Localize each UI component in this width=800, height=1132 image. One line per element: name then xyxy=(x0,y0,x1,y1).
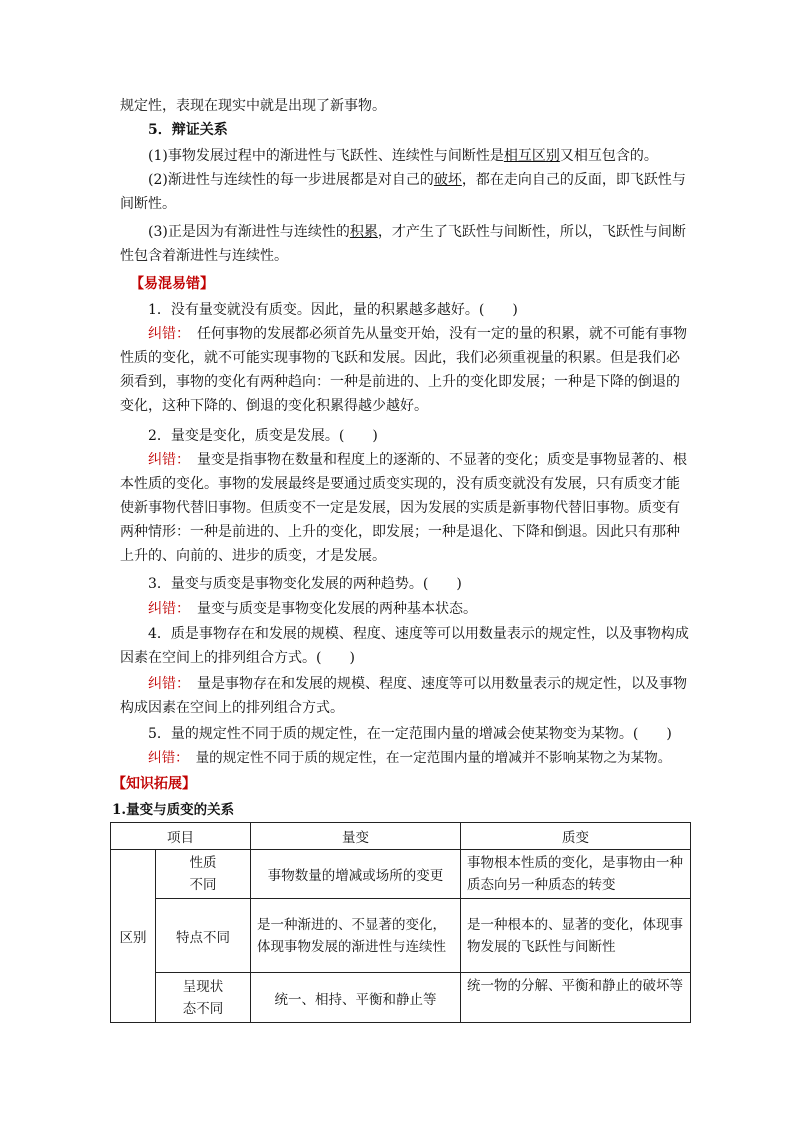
row-quant: 统一、相持、平衡和静止等 xyxy=(251,973,461,1023)
row-item: 呈现状 态不同 xyxy=(156,973,251,1023)
point-1 xyxy=(120,144,690,168)
point-2 xyxy=(120,168,690,216)
header-quantitative: 量变 xyxy=(251,823,461,850)
header-qualitative: 质变 xyxy=(461,823,691,850)
correction-2 xyxy=(120,448,690,568)
heading-confusion: 【易混易错】 xyxy=(130,276,214,292)
row-group-label: 区别 xyxy=(111,850,156,1023)
correction-label: 纠错： xyxy=(148,326,183,342)
point-3-text: (3)正是因为有渐进性与连续性的 xyxy=(148,224,350,240)
question-1: 1．没有量变就没有质变。因此，量的积累越多越好。( ) xyxy=(148,302,518,318)
correction-text: 量的规定性不同于质的规定性，在一定范围内量的增减并不影响某物之为某物。 xyxy=(195,750,672,766)
row-item: 特点不同 xyxy=(156,899,251,973)
point-3 xyxy=(120,220,690,268)
correction-text: 任何事物的发展都必须首先从量变开始，没有一定的量的积累，就不可能有事物性质的变化，就不可能实现事物的飞跃和发展。因此，我们必须重视量的积累。但是我们必须看到，事物的变化有两种趋向：一种是前进的、上升的变化即发展；一种是下降的倒退的变化，这种下降的、倒退的变化积累得越少越好。 xyxy=(120,326,687,414)
correction-4 xyxy=(120,672,690,720)
table-header-row xyxy=(111,823,691,850)
correction-label: 纠错： xyxy=(148,676,183,692)
table-row xyxy=(111,899,691,973)
correction-5 xyxy=(120,746,700,770)
correction-text: 量变是指事物在数量和程度上的逐渐的、不显著的变化；质变是事物显著的、根本性质的变化。事物的发展最终是要通过质变实现的，没有质变就没有发展，只有质变才能使新事物代替旧事物。但质变不一定是发展，因为发展的实质是新事物代替旧事物。质变有两种情形：一种是前进的、上升的变化，即发展；一种是退化、下降和倒退。因此只有那种上升的、向前的、进步的质变，才是发展。 xyxy=(120,452,687,564)
correction-label: 纠错： xyxy=(148,601,183,617)
point-1-underline: 相互区别 xyxy=(503,148,560,164)
question-3: 3．量变与质变是事物变化发展的两种趋势。( ) xyxy=(148,576,462,592)
correction-label: 纠错： xyxy=(148,750,182,766)
point-2-tail: ，都在走向自己的反面，即飞跃性与间断性。 xyxy=(120,172,686,212)
point-2-underline: 破坏 xyxy=(433,172,462,188)
point-3-underline: 积累 xyxy=(349,224,378,240)
row-quant: 事物数量的增减或场所的变更 xyxy=(251,850,461,899)
point-1-tail: 又相互包含的。 xyxy=(559,148,658,164)
row-item: 性质 不同 xyxy=(156,850,251,899)
paragraph-continuation: 规定性，表现在现实中就是出现了新事物。 xyxy=(120,98,386,114)
subheading-relation: 1.量变与质变的关系 xyxy=(112,802,235,818)
point-2-text: (2)渐进性与连续性的每一步进展都是对自己的 xyxy=(148,172,434,188)
section-title-dialectical-relation: 5．辩证关系 xyxy=(148,122,228,138)
table-row xyxy=(111,973,691,1023)
correction-text: 量变与质变是事物变化发展的两种基本状态。 xyxy=(197,601,477,617)
header-item: 项目 xyxy=(111,823,251,850)
correction-3 xyxy=(120,597,690,621)
comparison-table xyxy=(110,822,691,1023)
row-quant: 是一种渐进的、不显著的变化，体现事物发展的渐进性与连续性 xyxy=(251,899,461,973)
correction-1 xyxy=(120,322,690,418)
question-5: 5．量的规定性不同于质的规定性，在一定范围内量的增减会使某物变为某物。( ) xyxy=(148,726,672,742)
point-1-text: (1)事物发展过程中的渐进性与飞跃性、连续性与间断性是 xyxy=(148,148,504,164)
table-row xyxy=(111,850,691,899)
heading-knowledge-extension: 【知识拓展】 xyxy=(112,776,196,792)
correction-text: 量是事物存在和发展的规模、程度、速度等可以用数量表示的规定性，以及事物构成因素在空间上的排列组合方式。 xyxy=(120,676,687,716)
row-qual: 是一种根本的、显著的变化，体现事物发展的飞跃性与间断性 xyxy=(461,899,691,973)
row-qual: 统一物的分解、平衡和静止的破坏等 xyxy=(461,973,691,1023)
point-3-tail: ，才产生了飞跃性与间断性，所以，飞跃性与间断性包含着渐进性与连续性。 xyxy=(120,224,686,264)
correction-label: 纠错： xyxy=(148,452,183,468)
question-2: 2．量变是变化，质变是发展。( ) xyxy=(148,428,378,444)
question-4: 4．质是事物存在和发展的规模、程度、速度等可以用数量表示的规定性，以及事物构成因素在空间上的排列组合方式。( ) xyxy=(120,626,689,666)
row-qual: 事物根本性质的变化，是事物由一种质态向另一种质态的转变 xyxy=(461,850,691,899)
